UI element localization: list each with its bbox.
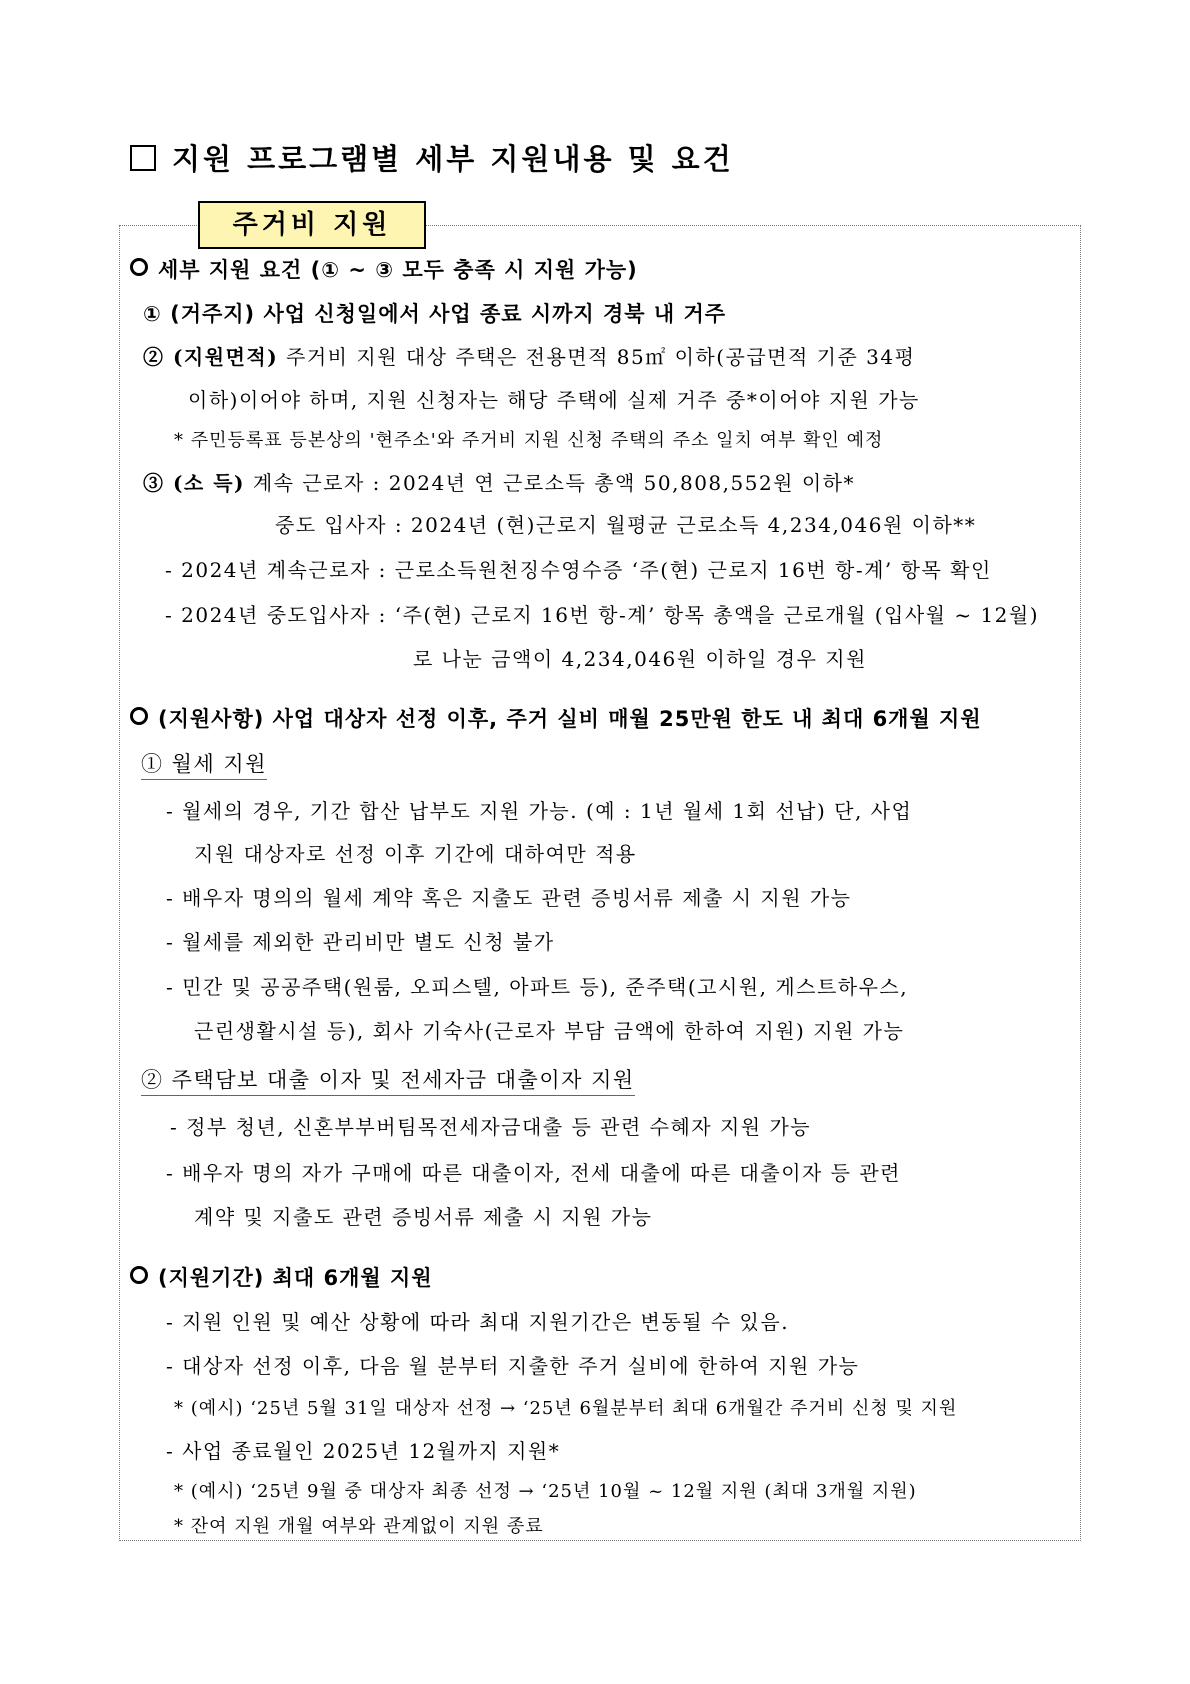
list-item: 근린생활시설 등), 회사 기숙사(근로자 부담 금액에 한하여 지원) 지원 가능 [194,1019,905,1043]
requirement-area-label: ② (지원면적) [143,345,279,369]
requirements-heading-text: 세부 지원 요건 (① ~ ③ 모두 충족 시 지원 가능) [158,258,638,282]
requirement-income-dash2: - 2024년 중도입사자 : ‘주(현) 근로지 16번 항-계’ 항목 총액을 근로개월 (입사월 ~ 12월) [165,603,1040,627]
requirement-area-text: 주거비 지원 대상 주택은 전용면적 85㎡ 이하(공급면적 기준 34평 [286,345,916,369]
checkbox-square-icon [130,145,156,171]
requirement-income-dash1: - 2024년 계속근로자 : 근로소득원천징수영수증 ‘주(현) 근로지 16번 항-계’ 항목 확인 [165,558,992,582]
section-tab: 주거비 지원 [198,201,426,249]
requirement-income-dash2-cont: 로 나눈 금액이 4,234,046원 이하일 경우 지원 [413,647,867,671]
circle-bullet-icon [130,1266,148,1284]
list-item: - 월세의 경우, 기간 합산 납부도 지원 가능. (예 : 1년 월세 1회 선납) 단, 사업 [166,799,913,823]
support-sub1: ① 월세 지원 [141,748,267,780]
list-item: - 배우자 명의의 월세 계약 혹은 지출도 관련 증빙서류 제출 시 지원 가능 [166,886,852,910]
list-item: - 지원 인원 및 예산 상황에 따라 최대 지원기간은 변동될 수 있음. [166,1310,790,1334]
list-item: - 대상자 선정 이후, 다음 월 분부터 지출한 주거 실비에 한하여 지원 가능 [166,1354,860,1378]
requirement-income [143,467,855,496]
requirement-area-cont: 이하)이어야 하며, 지원 신청자는 해당 주택에 실제 거주 중*이어야 지원 가능 [188,388,920,412]
requirements-heading [130,254,638,284]
circle-bullet-icon [130,707,148,725]
support-heading [130,703,982,733]
requirement-area-note: * 주민등록표 등본상의 '현주소'와 주거비 지원 신청 주택의 주소 일치 여부 확인 예정 [174,430,884,451]
list-item: 계약 및 지출도 관련 증빙서류 제출 시 지원 가능 [194,1205,653,1229]
circle-bullet-icon [130,258,148,276]
list-item: - 정부 청년, 신혼부부버팀목전세자금대출 등 관련 수혜자 지원 가능 [170,1115,812,1139]
list-item: - 사업 종료월인 2025년 12월까지 지원* [166,1439,561,1463]
list-item: * (예시) ‘25년 5월 31일 대상자 선정 → ‘25년 6월분부터 최대 6개월간 주거비 신청 및 지원 [174,1398,958,1419]
support-heading-text: (지원사항) 사업 대상자 선정 이후, 주거 실비 매월 25만원 한도 내 최대 6개월 지원 [158,707,982,731]
period-heading [130,1262,433,1292]
requirement-area [143,341,915,370]
page-title [130,137,734,178]
list-item: * (예시) ‘25년 9월 중 대상자 최종 선정 → ‘25년 10월 ~ 12월 지원 (최대 3개월 지원) [174,1481,917,1502]
page-title-text: 지원 프로그램별 세부 지원내용 및 요건 [172,142,734,176]
list-item: * 잔여 지원 개월 여부와 관계없이 지원 종료 [174,1516,544,1537]
list-item: - 배우자 명의 자가 구매에 따른 대출이자, 전세 대출에 따른 대출이자 등 관련 [166,1161,902,1185]
requirement-income-text: 계속 근로자 : 2024년 연 근로소득 총액 50,808,552원 이하* [252,471,855,495]
period-heading-text: (지원기간) 최대 6개월 지원 [158,1266,433,1290]
requirement-residence: ① (거주지) 사업 신청일에서 사업 종료 시까지 경북 내 거주 [143,302,727,326]
requirement-income-line2: 중도 입사자 : 2024년 (현)근로지 월평균 근로소득 4,234,046원 이하** [275,513,977,537]
list-item: 지원 대상자로 선정 이후 기간에 대하여만 적용 [194,842,637,866]
support-sub2: ② 주택담보 대출 이자 및 전세자금 대출이자 지원 [141,1064,635,1096]
list-item: - 민간 및 공공주택(원룸, 오피스텔, 아파트 등), 준주택(고시원, 게스트하우스, [166,975,909,999]
requirement-income-label: ③ (소 득) [143,471,245,495]
list-item: - 월세를 제외한 관리비만 별도 신청 불가 [166,930,555,954]
